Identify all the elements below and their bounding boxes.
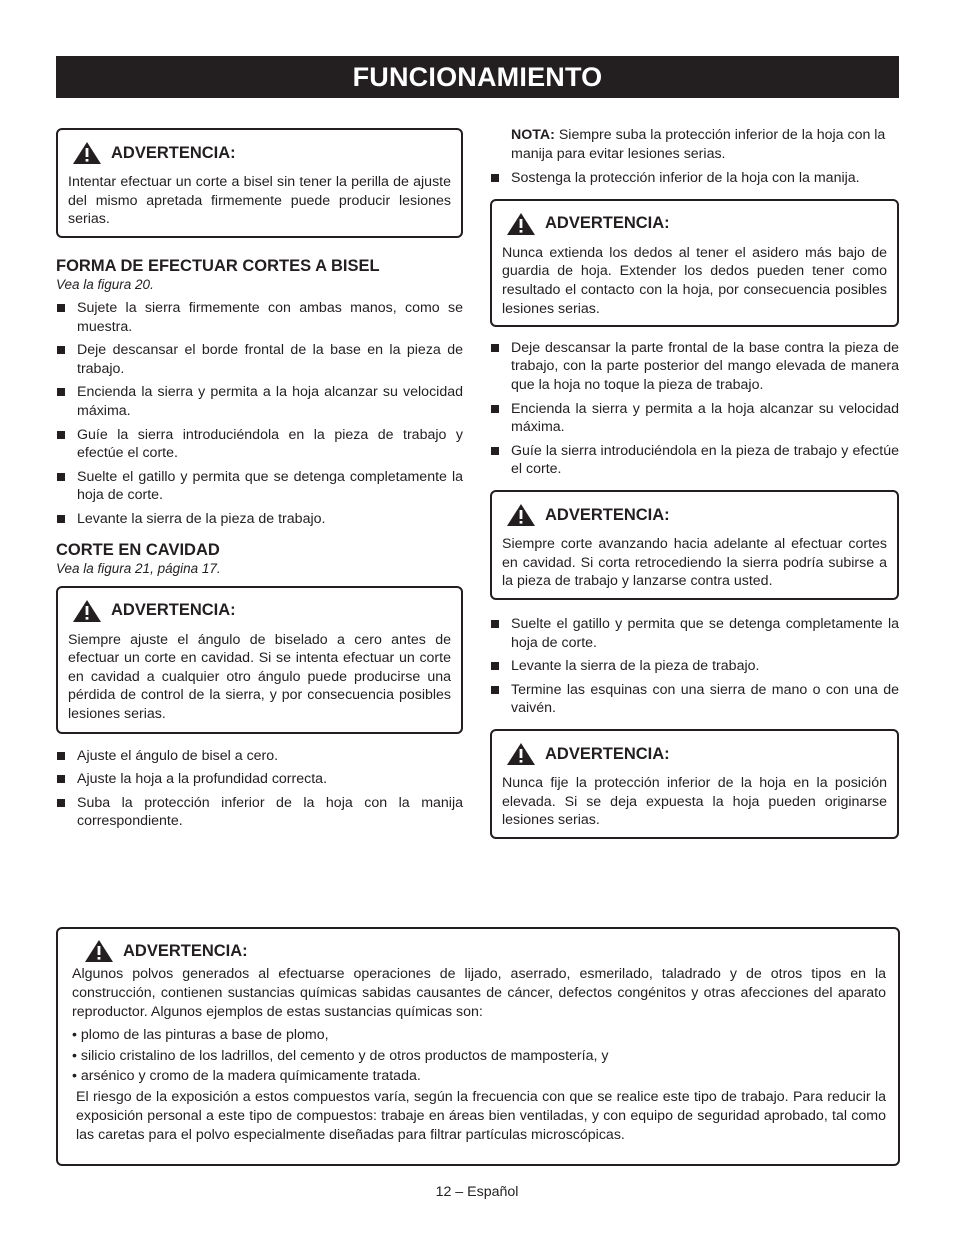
square-bullet-icon bbox=[57, 799, 65, 807]
list-item-text: Encienda la sierra y permita a la hoja alcanzar su velocidad máxima. bbox=[77, 384, 463, 419]
finish-steps-list bbox=[490, 615, 899, 718]
warning-triangle-icon bbox=[506, 503, 536, 527]
warning-triangle-icon bbox=[84, 939, 114, 963]
warning-box bbox=[56, 586, 463, 734]
list-item-text: Encienda la sierra y permita a la hoja alcanzar su velocidad máxima. bbox=[511, 400, 899, 436]
note bbox=[490, 126, 899, 163]
list-item-text: Guíe la sierra introduciéndola en la pieza de trabajo y efectúe el corte. bbox=[77, 426, 463, 462]
list-item-text: Levante la sierra de la pieza de trabajo. bbox=[511, 658, 760, 675]
page-footer: 12 – Español bbox=[435, 1184, 519, 1200]
warning-header bbox=[506, 212, 887, 236]
square-bullet-icon bbox=[491, 405, 499, 413]
square-bullet-icon bbox=[57, 752, 65, 760]
list-item: • silicio cristalino de los ladrillos, del cemento y de otros productos de mampostería, y bbox=[72, 1047, 609, 1064]
list-item bbox=[490, 657, 899, 676]
warning-header bbox=[72, 599, 451, 623]
warning-triangle-icon bbox=[72, 599, 102, 623]
warning-title: ADVERTENCIA: bbox=[111, 601, 236, 620]
warning-title: ADVERTENCIA: bbox=[545, 505, 670, 524]
chemical-warning-box bbox=[56, 927, 900, 1166]
square-bullet-icon bbox=[57, 515, 65, 523]
square-bullet-icon bbox=[491, 174, 499, 182]
list-item bbox=[490, 442, 899, 479]
list-item-text: Ajuste el ángulo de bisel a cero. bbox=[77, 747, 279, 764]
warning-title: ADVERTENCIA: bbox=[545, 214, 670, 233]
list-item bbox=[56, 341, 463, 378]
list-item bbox=[490, 339, 899, 395]
warning-triangle-icon bbox=[506, 742, 536, 766]
list-item bbox=[490, 681, 899, 718]
list-item-text: Sostenga la protección inferior de la hoja con la manija. bbox=[511, 170, 860, 187]
list-item bbox=[56, 468, 463, 505]
warning-title: ADVERTENCIA: bbox=[123, 941, 248, 960]
list-item bbox=[56, 747, 463, 766]
warning-title: ADVERTENCIA: bbox=[111, 143, 236, 162]
list-item-text: Suelte el gatillo y permita que se detenga completamente la hoja de corte. bbox=[511, 615, 899, 651]
warning-text: Siempre corte avanzando hacia adelante al efectuar cortes en cavidad. Si corta retrocediendo la sierra podría subirse a la pieza de trabajo y lanzarse contra usted. bbox=[502, 535, 887, 590]
square-bullet-icon bbox=[57, 431, 65, 439]
figure-reference: Vea la figura 20. bbox=[56, 277, 154, 292]
warning-box bbox=[490, 729, 899, 839]
list-item: • arsénico y cromo de la madera químicamente tratada. bbox=[72, 1068, 421, 1084]
list-item-text: Deje descansar la parte frontal de la base contra la pieza de trabajo, con la parte posterior del mango elevada de manera que la hoja no toque la pieza de trabajo. bbox=[511, 339, 899, 393]
warning-box bbox=[490, 199, 899, 327]
list-item bbox=[490, 169, 899, 188]
list-item bbox=[490, 615, 899, 652]
warning-outro: El riesgo de la exposición a estos compuestos varía, según la frecuencia con que se realice este tipo de trabajo. Para reducir la exposición personal a este tipo de compuestos: trabaje en áreas bien ventiladas, y con equipo de seguridad aprobado, tal como las caretas para el polvo especialmente diseñadas para filtrar partículas microscópicas. bbox=[76, 1089, 886, 1143]
warning-triangle-icon bbox=[506, 212, 536, 236]
pocket-cut-steps-list bbox=[490, 339, 899, 479]
figure-reference: Vea la figura 21, página 17. bbox=[56, 560, 221, 576]
square-bullet-icon bbox=[57, 775, 65, 783]
warning-triangle-icon bbox=[72, 141, 102, 165]
chemicals-list bbox=[72, 1026, 886, 1086]
warning-text: Intentar efectuar un corte a bisel sin tener la perilla de ajuste del mismo apretada firmemente puede producir lesiones serias. bbox=[68, 174, 451, 228]
bevel-steps-list bbox=[56, 299, 463, 529]
page-title: FUNCIONAMIENTO bbox=[56, 56, 899, 98]
list-item-text: Ajuste la hoja a la profundidad correcta. bbox=[77, 771, 328, 788]
warning-text: Nunca fije la protección inferior de la hoja en la posición elevada. Si se deja expuesta la hoja pueden originarse lesiones serias. bbox=[502, 774, 887, 829]
warning-header bbox=[506, 503, 887, 527]
warning-header bbox=[506, 742, 887, 766]
square-bullet-icon bbox=[491, 447, 499, 455]
list-item bbox=[56, 794, 463, 831]
pocket-steps-list bbox=[56, 747, 463, 831]
list-item-text: Suelte el gatillo y permita que se detenga completamente la hoja de corte. bbox=[77, 468, 463, 504]
warning-header bbox=[72, 141, 451, 165]
list-item bbox=[490, 400, 899, 437]
section-title-pocket: CORTE EN CAVIDAD bbox=[56, 540, 220, 559]
warning-header bbox=[84, 939, 886, 963]
list-item bbox=[56, 383, 463, 420]
square-bullet-icon bbox=[57, 304, 65, 312]
section-title-bevel: FORMA DE EFECTUAR CORTES A BISEL bbox=[56, 257, 380, 275]
warning-intro: Algunos polvos generados al efectuarse operaciones de lijado, aserrado, esmerilado, taladrado y de otros tipos en la construcción, contienen sustancias químicas sabidas causantes de cáncer, defectos congénitos y otras afecciones del aparato reproductor. Algunos ejemplos de estas sustancias químicas son: bbox=[72, 966, 886, 1020]
list-item-text: Levante la sierra de la pieza de trabajo. bbox=[77, 510, 326, 527]
warning-text: Siempre ajuste el ángulo de biselado a cero antes de efectuar un corte en cavidad. Si se intenta efectuar un corte en cavidad a cualquier otro ángulo puede producirse una pérdida de control de la sierra, y por consecuencia posibles lesiones serias. bbox=[68, 631, 451, 722]
square-bullet-icon bbox=[57, 346, 65, 354]
list-item-text: Guíe la sierra introduciéndola en la pieza de trabajo y efectúe el corte. bbox=[511, 442, 899, 478]
warning-title: ADVERTENCIA: bbox=[545, 744, 670, 763]
note-label: NOTA: bbox=[511, 127, 555, 143]
square-bullet-icon bbox=[491, 620, 499, 628]
note-text: Siempre suba la protección inferior de la hoja con la manija para evitar lesiones serias. bbox=[511, 127, 886, 162]
guard-steps-list bbox=[490, 169, 899, 188]
list-item bbox=[56, 426, 463, 463]
list-item-text: Termine las esquinas con una sierra de mano o con una de vaivén. bbox=[511, 681, 899, 717]
warning-text: Nunca extienda los dedos al tener el asidero más bajo de guardia de hoja. Extender los dedos pueden tener como resultado el contacto con la hoja, por consecuencia posibles lesiones serias. bbox=[502, 244, 887, 317]
warning-box bbox=[490, 490, 899, 600]
square-bullet-icon bbox=[491, 344, 499, 352]
list-item bbox=[56, 770, 463, 789]
square-bullet-icon bbox=[57, 388, 65, 396]
warning-box bbox=[56, 128, 463, 238]
list-item-text: Suba la protección inferior de la hoja con la manija correspondiente. bbox=[77, 794, 463, 830]
list-item-text: Sujete la sierra firmemente con ambas manos, como se muestra. bbox=[77, 300, 463, 335]
right-column bbox=[490, 126, 899, 839]
square-bullet-icon bbox=[491, 686, 499, 694]
square-bullet-icon bbox=[57, 473, 65, 481]
list-item bbox=[56, 510, 463, 529]
list-item-text: Deje descansar el borde frontal de la base en la pieza de trabajo. bbox=[77, 342, 463, 377]
list-item bbox=[56, 299, 463, 336]
left-column bbox=[56, 128, 463, 836]
list-item: • plomo de las pinturas a base de plomo, bbox=[72, 1027, 329, 1043]
square-bullet-icon bbox=[491, 662, 499, 670]
